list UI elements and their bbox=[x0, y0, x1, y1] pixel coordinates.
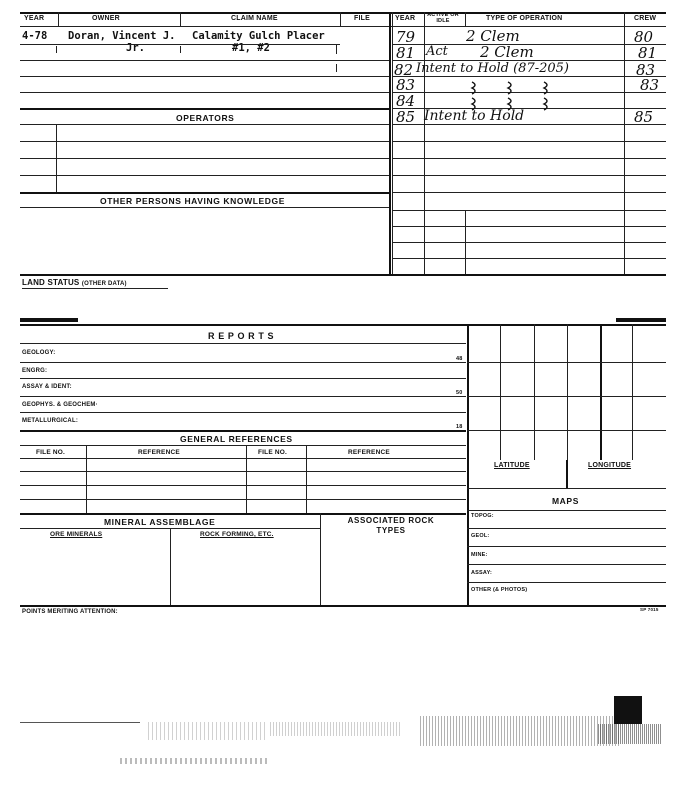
owner-line-2: Jr. bbox=[126, 42, 145, 54]
operators-heading: OPERATORS bbox=[176, 113, 235, 123]
report-geology: GEOLOGY: bbox=[22, 350, 56, 356]
header-file: FILE bbox=[354, 15, 370, 22]
claim-name-line-1: Calamity Gulch Placer bbox=[192, 30, 325, 42]
log-year-3: 82 bbox=[394, 61, 414, 79]
rock-forming-header: ROCK FORMING, ETC. bbox=[200, 531, 274, 538]
header-year-2: YEAR bbox=[395, 15, 416, 22]
header-active-or-idle: ACTIVE OR IDLE bbox=[427, 12, 459, 24]
log-type-3: Intent to Hold (87-205) bbox=[416, 61, 570, 76]
header-crew: CREW bbox=[634, 15, 657, 22]
header-type-of-operation: TYPE OF OPERATION bbox=[486, 15, 563, 22]
log-crew-3: 83 bbox=[636, 61, 656, 79]
longitude-label: LONGITUDE bbox=[588, 462, 632, 469]
log-year-4: 83 bbox=[396, 76, 416, 94]
latitude-label: LATITUDE bbox=[494, 462, 530, 469]
reports-heading: R E P O R T S bbox=[208, 331, 275, 341]
claim-year: 4-78 bbox=[22, 30, 48, 42]
report-metallurgical-num: 18 bbox=[456, 424, 463, 430]
log-crew-2: 81 bbox=[638, 44, 658, 62]
form-code: SP 7015 bbox=[640, 607, 659, 612]
report-geophys: GEOPHYS. & GEOCHEM· bbox=[22, 402, 98, 408]
associated-rock-types-heading: ASSOCIATED ROCK TYPES bbox=[347, 516, 435, 535]
log-year-2: 81 bbox=[396, 44, 416, 62]
log-type-6: Intent to Hold bbox=[424, 108, 525, 124]
ref-reference-1: REFERENCE bbox=[138, 449, 180, 456]
report-engrg: ENGRG: bbox=[22, 368, 48, 374]
log-type-1: 2 Clem bbox=[466, 27, 520, 45]
log-year-1: 79 bbox=[396, 28, 416, 46]
map-geol: GEOL: bbox=[471, 533, 490, 539]
other-persons-heading: OTHER PERSONS HAVING KNOWLEDGE bbox=[100, 196, 286, 206]
map-mine: MINE: bbox=[471, 552, 488, 558]
land-status-label: LAND STATUS bbox=[22, 278, 80, 287]
log-year-5: 84 bbox=[396, 92, 416, 110]
scan-mark-right bbox=[616, 318, 666, 322]
log-type-2: 2 Clem bbox=[480, 43, 534, 61]
map-other: OTHER (& PHOTOS) bbox=[471, 587, 528, 593]
points-meriting-label: POINTS MERITING ATTENTION: bbox=[22, 609, 118, 615]
ref-reference-2: REFERENCE bbox=[348, 449, 390, 456]
maps-heading: MAPS bbox=[552, 496, 579, 506]
log-year-6: 85 bbox=[396, 108, 416, 126]
ore-minerals-header: ORE MINERALS bbox=[50, 531, 103, 538]
ref-file-no-1: FILE NO. bbox=[36, 449, 66, 456]
report-assay-num: 50 bbox=[456, 390, 463, 396]
report-assay: ASSAY & IDENT: bbox=[22, 384, 72, 390]
log-crew-4: 83 bbox=[640, 76, 660, 94]
header-claim-name: CLAIM NAME bbox=[231, 15, 278, 22]
log-active-2: Act bbox=[426, 44, 448, 59]
map-assay: ASSAY: bbox=[471, 570, 493, 576]
log-crew-1: 80 bbox=[634, 28, 654, 46]
general-references-heading: GENERAL REFERENCES bbox=[180, 434, 293, 444]
land-status-sublabel: (OTHER DATA) bbox=[81, 281, 127, 287]
ref-file-no-2: FILE NO. bbox=[258, 449, 288, 456]
report-geology-num: 48 bbox=[456, 356, 463, 362]
report-metallurgical: METALLURGICAL: bbox=[22, 418, 79, 424]
log-crew-6: 85 bbox=[634, 108, 654, 126]
header-owner: OWNER bbox=[92, 15, 120, 22]
claim-name-line-2: #1, #2 bbox=[232, 42, 270, 54]
scan-block bbox=[614, 696, 642, 724]
mineral-assemblage-heading: MINERAL ASSEMBLAGE bbox=[104, 517, 216, 527]
owner-line-1: Doran, Vincent J. bbox=[68, 30, 176, 42]
map-topog: TOPOG: bbox=[471, 513, 494, 519]
scan-mark-left bbox=[20, 318, 78, 322]
header-year: YEAR bbox=[24, 15, 45, 22]
